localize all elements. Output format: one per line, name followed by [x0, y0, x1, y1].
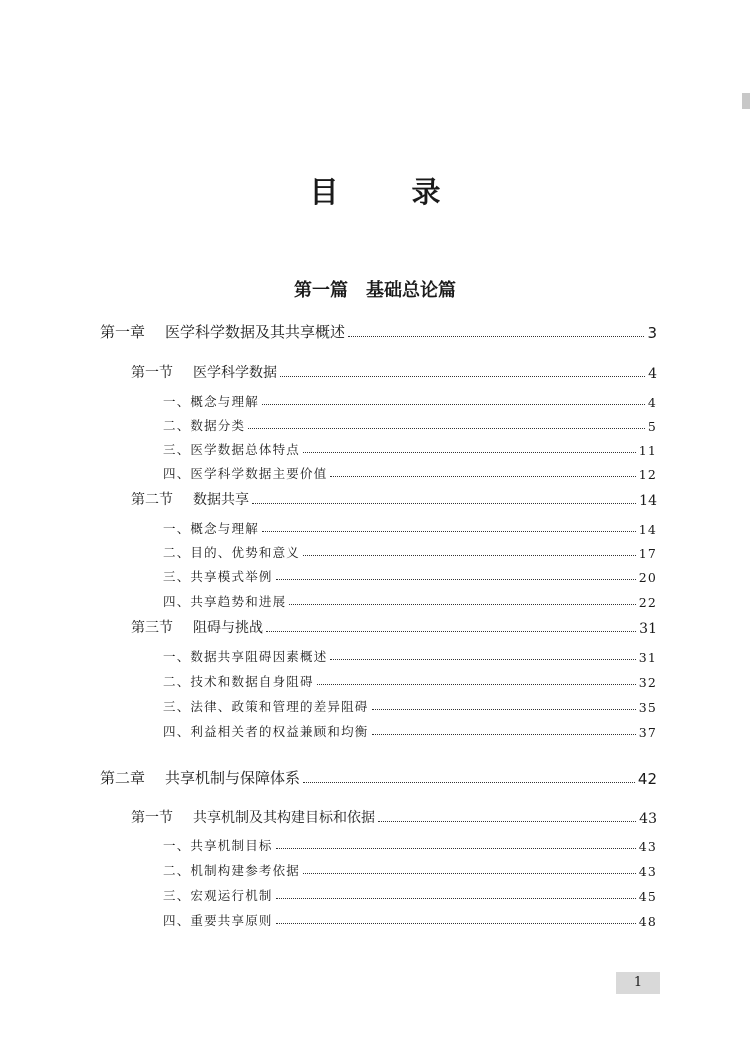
toc-section[interactable]	[0, 362, 750, 382]
leader-dots	[330, 475, 635, 477]
item-title: 三、宏观运行机制	[163, 888, 273, 903]
chapter-number: 第二章	[100, 769, 146, 787]
item-page: 32	[638, 675, 657, 690]
leader-dots	[378, 820, 636, 822]
part-title	[0, 276, 750, 302]
item-title: 二、机制构建参考依据	[163, 863, 301, 878]
leader-dots	[262, 530, 636, 532]
page-edge-tab	[742, 93, 750, 109]
leader-dots	[252, 502, 636, 504]
section-number: 第三节	[131, 620, 173, 636]
item-page: 43	[638, 864, 657, 879]
toc-item[interactable]	[0, 697, 750, 715]
toc-item[interactable]	[0, 911, 750, 929]
item-page: 5	[647, 419, 657, 434]
item-page: 22	[638, 595, 657, 610]
toc-item[interactable]	[0, 392, 750, 410]
leader-dots	[330, 658, 635, 660]
chapter-title: 共享机制与保障体系	[165, 769, 301, 787]
item-page: 37	[638, 725, 657, 740]
leader-dots	[372, 708, 636, 710]
item-title: 一、概念与理解	[163, 394, 259, 409]
leader-dots	[303, 781, 635, 783]
item-title: 二、数据分类	[163, 418, 246, 433]
toc-item[interactable]	[0, 861, 750, 879]
chapter-page: 3	[647, 324, 657, 342]
leader-dots	[262, 403, 645, 405]
item-title: 四、共享趋势和进展	[163, 594, 287, 609]
leader-dots	[317, 683, 636, 685]
leader-dots	[280, 375, 645, 377]
chapter-page: 42	[637, 770, 657, 788]
chapter-number: 第一章	[100, 323, 146, 341]
section-page: 31	[639, 621, 657, 637]
section-title: 共享机制及其构建目标和依据	[193, 810, 375, 826]
item-page: 14	[638, 522, 657, 537]
section-number: 第一节	[131, 810, 173, 826]
chapter-title: 医学科学数据及其共享概述	[165, 323, 346, 341]
toc-chapter-1[interactable]	[0, 321, 750, 342]
item-page: 20	[638, 570, 657, 585]
item-page: 4	[647, 395, 657, 410]
item-title: 一、概念与理解	[163, 521, 259, 536]
item-title: 四、利益相关者的权益兼顾和均衡	[163, 724, 369, 739]
item-page: 11	[638, 443, 657, 458]
toc-item[interactable]	[0, 836, 750, 854]
toc-section[interactable]	[0, 489, 750, 509]
toc-section[interactable]	[0, 807, 750, 827]
item-title: 二、技术和数据自身阻碍	[163, 674, 314, 689]
leader-dots	[276, 897, 636, 899]
section-title: 数据共享	[193, 492, 249, 508]
toc-item[interactable]	[0, 464, 750, 482]
leader-dots	[289, 603, 635, 605]
toc-item[interactable]	[0, 440, 750, 458]
toc-item[interactable]	[0, 672, 750, 690]
item-title: 二、目的、优势和意义	[163, 545, 301, 560]
item-title: 一、共享机制目标	[163, 838, 273, 853]
page-number: 1	[616, 972, 660, 994]
item-page: 31	[638, 650, 657, 665]
item-page: 48	[638, 914, 657, 929]
part-label: 第一篇	[294, 280, 348, 301]
section-number: 第一节	[131, 365, 173, 381]
section-title: 阻碍与挑战	[193, 620, 263, 636]
leader-dots	[348, 335, 644, 337]
toc-item[interactable]	[0, 416, 750, 434]
toc-section[interactable]	[0, 617, 750, 637]
section-page: 43	[639, 811, 657, 827]
toc-item[interactable]	[0, 647, 750, 665]
toc-chapter-2[interactable]	[0, 767, 750, 788]
item-page: 35	[638, 700, 657, 715]
page-title: 目 录	[309, 175, 463, 209]
item-title: 四、医学科学数据主要价值	[163, 466, 328, 481]
item-page: 12	[638, 467, 657, 482]
leader-dots	[266, 630, 636, 632]
item-title: 三、共享模式举例	[163, 569, 273, 584]
item-title: 四、重要共享原则	[163, 913, 273, 928]
item-page: 45	[638, 889, 657, 904]
section-title: 医学科学数据	[193, 365, 277, 381]
section-page: 14	[639, 493, 657, 509]
leader-dots	[276, 578, 636, 580]
item-page: 17	[638, 546, 657, 561]
leader-dots	[303, 451, 636, 453]
leader-dots	[303, 872, 636, 874]
leader-dots	[276, 847, 636, 849]
leader-dots	[248, 427, 645, 429]
item-title: 一、数据共享阻碍因素概述	[163, 649, 328, 664]
toc-item[interactable]	[0, 592, 750, 610]
item-title: 三、法律、政策和管理的差异阻碍	[163, 699, 369, 714]
toc-item[interactable]	[0, 519, 750, 537]
toc-item[interactable]	[0, 567, 750, 585]
leader-dots	[276, 922, 636, 924]
item-title: 三、医学数据总体特点	[163, 442, 301, 457]
part-name: 基础总论篇	[366, 280, 456, 301]
leader-dots	[303, 554, 636, 556]
item-page: 43	[638, 839, 657, 854]
leader-dots	[372, 733, 636, 735]
section-number: 第二节	[131, 492, 173, 508]
toc-item[interactable]	[0, 543, 750, 561]
toc-item[interactable]	[0, 722, 750, 740]
section-page: 4	[648, 366, 657, 382]
toc-item[interactable]	[0, 886, 750, 904]
